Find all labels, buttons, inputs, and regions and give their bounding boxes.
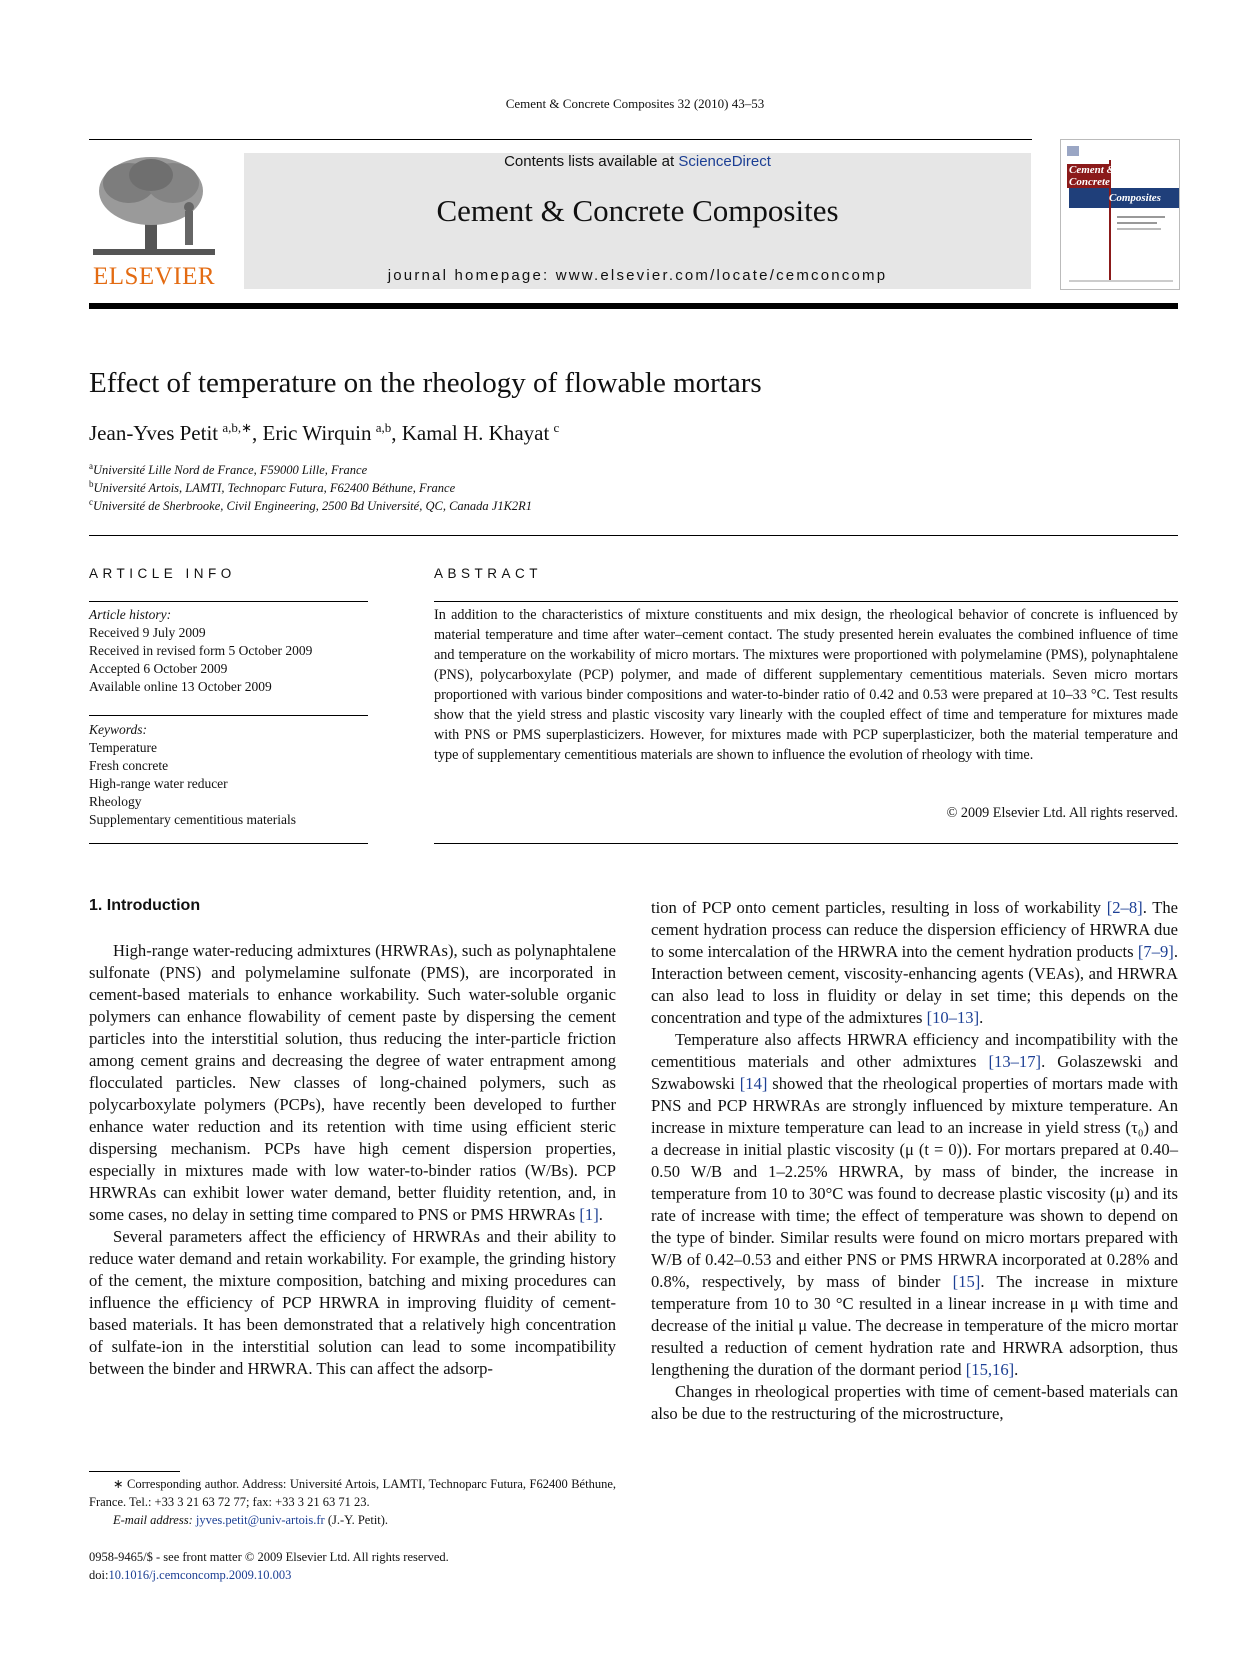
paragraph-text: Temperature also affects HRWRA efficiency and incompatibility with the cementitious materials and other admixtures — [651, 1030, 1178, 1071]
journal-cover[interactable] — [1060, 139, 1180, 290]
doi-prefix: doi: — [89, 1568, 109, 1582]
article-title: Effect of temperature on the rheology of flowable mortars — [89, 367, 762, 399]
keyword[interactable]: Fresh concrete — [89, 758, 169, 773]
reference-link[interactable]: [13–17] — [988, 1052, 1042, 1071]
issn-line: 0958-9465/$ - see front matter © 2009 Elsevier Ltd. All rights reserved. — [89, 1550, 449, 1564]
header-rule — [89, 139, 1032, 140]
doi-link[interactable]: 10.1016/j.cemconcomp.2009.10.003 — [108, 1568, 292, 1582]
paragraph-text: . — [1014, 1360, 1019, 1379]
affiliation-text: Université Artois, LAMTI, Technoparc Futura, F62400 Béthune, France — [93, 481, 456, 496]
journal-title: Cement & Concrete Composites — [436, 193, 839, 228]
author-name[interactable]: Jean-Yves Petit — [89, 421, 219, 445]
cover-image — [1061, 140, 1179, 289]
footnote-text — [89, 1475, 616, 1511]
keywords-label: Keywords: — [89, 722, 147, 737]
history-label: Article history: — [89, 607, 172, 622]
keywords-rule — [89, 843, 368, 844]
reference-link[interactable]: [15] — [952, 1272, 981, 1291]
footnote-email-line — [89, 1511, 616, 1529]
doi-line — [89, 1566, 449, 1584]
cover-title-line-3: Composites — [1109, 192, 1161, 204]
contents-line — [244, 153, 1031, 170]
affiliation — [89, 497, 532, 514]
reference-link[interactable]: [14] — [739, 1074, 768, 1093]
reference-link[interactable]: [10–13] — [926, 1008, 980, 1027]
body-right-column — [651, 897, 1178, 1425]
paragraph-text: . Golaszewski and Szwabowski — [651, 1052, 1179, 1093]
paragraph-text: . — [598, 1205, 603, 1224]
paragraph-text: . Interaction between cement, viscosity-enhancing agents (VEAs), and HRWRA can also lead to loss in fluidity or delay in set time; this depends on the concentration and type of the admixtures — [651, 942, 1178, 1027]
paragraph: Several parameters affect the efficiency of HRWRAs and their ability to reduce water demand and retain workability. For example, the grinding history of the cement, the mixture composition, batching and mixing procedures can influence the efficiency of PCP HRWRA in improving fluidity of cement-based materials. It has been demonstrated that a relatively high concentration of sulfate-ion in the interstitial solution can lead to some incompatibility between the binder and HRWRA. This can affect the adsorp- — [89, 1227, 616, 1378]
corresponding-author-footnote — [89, 1475, 616, 1529]
paragraph-text: . The cement hydration process can reduce the dispersion efficiency of HRWRA due to some intercalation of the HRWRA into the cement hydration products — [651, 898, 1178, 961]
abstract-heading: ABSTRACT — [434, 566, 543, 581]
author-list: Jean-Yves Petit $^{a,b,∗}$, Eric Wirquin $^{a,b}$, Kamal H. Khayat $^c$ — [89, 420, 560, 445]
reference-link[interactable]: [7–9] — [1137, 942, 1174, 961]
paragraph-text: . — [979, 1008, 984, 1027]
tree-icon — [89, 153, 219, 261]
affiliation-mark: b — [89, 479, 94, 489]
paragraph-text: showed that the rheological properties of mortars made with PNS and PCP HRWRAs are strongly influenced by mixture temperature. An increase in mixture temperature can lead to an increase in yield stress (τ₀) and a decrease in initial plastic viscosity (μ (t = 0)). For mortars prepared at 0.40–0.50 W/B and 1–2.25% HRWRA, by mass of binder, the increase in temperature from 10 to 30°C was found to decrease plastic viscosity (μ) and its rate of increase with time; the effect of temperature was shown to depend on the type of binder. Similar results were found on micro mortars prepared with W/B of 0.42–0.53 and either PNS or PMS HRWRA incorporated at 0.28% and 0.8%, respectively, by mass of binder — [651, 1074, 1178, 1291]
affiliation-mark: a — [89, 461, 93, 471]
paragraph: Changes in rheological properties with time of cement-based materials can also be due to the restructuring of the microstructure, — [651, 1382, 1178, 1423]
affiliation — [89, 461, 367, 478]
history-item: Received in revised form 5 October 2009 — [89, 643, 313, 658]
history-rule — [89, 715, 368, 716]
paragraph-text: High-range water-reducing admixtures (HRWRAs), such as polynaphtalene sulfonate (PNS) and polymelamine sulfonate (PMS), are incorporated in cement-based materials to enhance workability. Such water-soluble organic polymers can enhance flowability of cement paste by dispersing the cement particles into the interstitial solution, thus reducing the inter-particle friction among cement grains and decreasing the degree of water entrapment among flocculated particles. New classes of long-chained polymers, such as polycarboxylate polymers (PCPs), have recently been developed to further enhance water reduction and its retention with time using efficient steric dispersing mechanism. PCPs have high cement dispersion properties, especially in mixtures made with low water-to-binder ratios (W/Bs). PCP HRWRAs can exhibit lower water demand, better fluidity retention, and, in some cases, no delay in setting time compared to PNS or PMS HRWRAs — [89, 941, 616, 1224]
article-history — [89, 606, 368, 696]
journal-homepage[interactable]: journal homepage: www.elsevier.com/locate/cemconcomp — [387, 267, 888, 284]
header-thick-rule — [89, 303, 1178, 309]
email-link[interactable]: jyves.petit@univ-artois.fr — [195, 1513, 325, 1527]
cover-title-line-2: Concrete — [1069, 176, 1110, 188]
paragraph-text: . The increase in mixture temperature from 10 to 30 °C resulted in a linear increase in μ with time and decrease of the initial μ value. The decrease in temperature of the micro mortar resulted a reduction of cement hydration rate and HRWRA adsorption, thus lengthening the duration of the dormant period — [651, 1272, 1178, 1379]
author-affiliation-mark: a,b — [375, 420, 392, 435]
keywords-block — [89, 721, 368, 829]
sciencedirect-link[interactable]: ScienceDirect — [678, 153, 771, 170]
author-name[interactable]: Eric Wirquin — [262, 421, 372, 445]
author-name[interactable]: Kamal H. Khayat — [401, 421, 550, 445]
paragraph — [651, 1029, 1178, 1381]
keyword[interactable]: Rheology — [89, 794, 142, 809]
reference-link[interactable]: [15,16] — [965, 1360, 1015, 1379]
elsevier-logo[interactable] — [89, 153, 219, 291]
article-info-heading: ARTICLE INFO — [89, 566, 236, 581]
keyword[interactable]: Supplementary cementitious materials — [89, 812, 296, 827]
affiliation-rule — [89, 535, 1178, 536]
email-suffix: (J.-Y. Petit). — [324, 1513, 389, 1527]
affiliation — [89, 479, 455, 496]
footnote-rule — [89, 1471, 180, 1472]
cover-title-line-1: Cement & — [1069, 164, 1116, 176]
abstract-copyright: © 2009 Elsevier Ltd. All rights reserved. — [946, 805, 1178, 821]
email-label: E-mail address: — [113, 1513, 196, 1527]
footnote-body: Corresponding author. Address: Université Artois, LAMTI, Technoparc Futura, F62400 Béthune, France. Tel.: +33 3 21 63 72 77; fax: +33 3 21 63 71 23. — [89, 1477, 616, 1509]
contents-prefix: Contents lists available at — [504, 153, 679, 170]
keyword[interactable]: Temperature — [89, 740, 158, 755]
paragraph-text: tion of PCP onto cement particles, resulting in loss of workability — [651, 898, 1107, 917]
abstract-bottom-rule — [434, 843, 1178, 844]
front-matter — [89, 1548, 449, 1584]
keyword[interactable]: High-range water reducer — [89, 776, 228, 791]
history-item: Available online 13 October 2009 — [89, 679, 272, 694]
abstract-text: In addition to the characteristics of mixture constituents and mix design, the rheological behavior of concrete is influenced by material temperature and time after water–cement contact. The study presented herein evaluates the combined influence of time and temperature on the workability of micro mortars. The mixtures were proportioned with polymelamine (PMS), polynaphtalene (PNS), polycarboxylate (PCP) polymer, and made of different supplementary cementitious materials. Seven micro mortars proportioned with various binder compositions and water-to-binder ratio of 0.42 and 0.53 were prepared at 10–33 °C. Test results show that the yield stress and plastic viscosity vary linearly with the coupled effect of time and temperature for mixtures made with PNS or PMS superplasticizers. However, for mixtures made with PCP superplasticizer, both the material temperature and type of supplementary cementitious materials are shown to influence the evolution of rheology with time. — [434, 607, 1178, 763]
author-affiliation-mark: a,b,∗ — [222, 420, 253, 435]
author-affiliation-mark: c — [553, 420, 560, 435]
footnote-mark: ∗ — [113, 1477, 124, 1491]
journal-citation: Cement & Concrete Composites 32 (2010) 43–53 — [505, 96, 765, 111]
body-left-column — [89, 940, 616, 1380]
section-heading: 1. Introduction — [89, 897, 201, 914]
abstract-rule — [434, 601, 1178, 602]
reference-link[interactable]: [1] — [579, 1205, 599, 1224]
paragraph — [651, 897, 1178, 1029]
journal-banner — [244, 153, 1031, 289]
paragraph — [89, 940, 616, 1226]
history-item: Accepted 6 October 2009 — [89, 661, 228, 676]
affiliation-text: Université de Sherbrooke, Civil Engineering, 2500 Bd Université, QC, Canada J1K2R1 — [93, 499, 533, 514]
history-item: Received 9 July 2009 — [89, 625, 206, 640]
affiliation-mark: c — [89, 497, 93, 507]
article-info-rule — [89, 601, 368, 602]
affiliation-text: Université Lille Nord de France, F59000 Lille, France — [93, 463, 368, 478]
publisher-name: ELSEVIER — [92, 263, 216, 290]
reference-link[interactable]: [2–8] — [1106, 898, 1143, 917]
